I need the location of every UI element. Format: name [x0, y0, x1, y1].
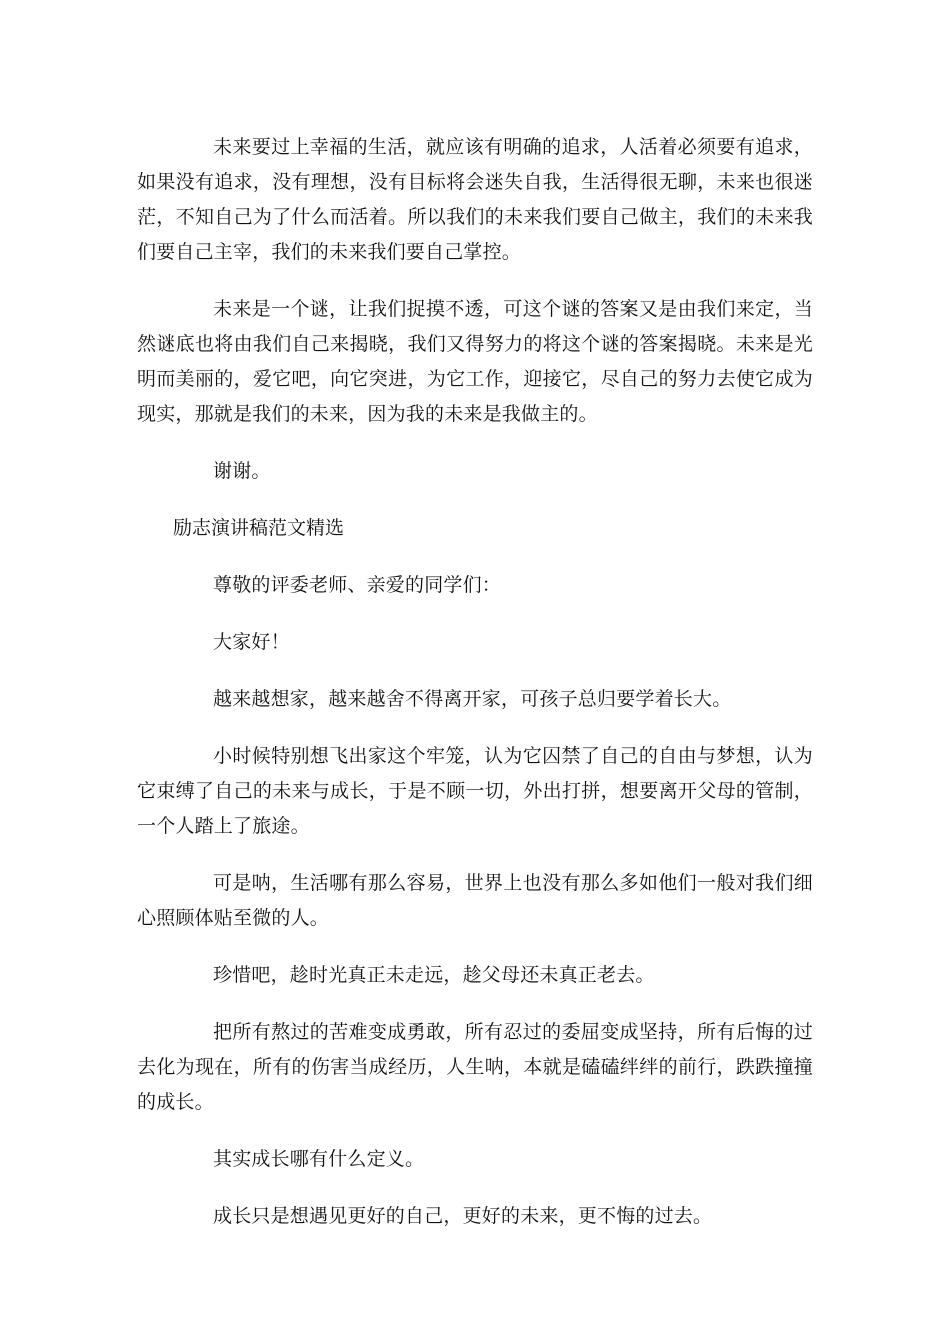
- paragraph-life-not-easy: 可是呐，生活哪有那么容易，世界上也没有那么多如他们一般对我们细心照顾体贴至微的人。: [137, 872, 813, 929]
- paragraph-salutation: 尊敬的评委老师、亲爱的同学们：: [213, 574, 502, 596]
- paragraph-growth-meaning: 成长只是想遇见更好的自己，更好的未来，更不悔的过去。: [213, 1205, 713, 1227]
- document-body: [137, 130, 813, 1256]
- paragraph-childhood: 小时候特别想飞出家这个牢笼，认为它囚禁了自己的自由与梦想，认为它束缚了自己的未来与成长，于是不顾一切，外出打拼，想要离开父母的管制，一个人踏上了旅途。: [137, 745, 813, 837]
- section-title: 励志演讲稿范文精选: [173, 517, 345, 539]
- paragraph-thanks: 谢谢。: [213, 460, 271, 482]
- paragraph-hardship: 把所有熬过的苦难变成勇敢，所有忍过的委屈变成坚持，所有后悔的过去化为现在，所有的伤害当成经历，人生呐，本就是磕磕绊绊的前行，跌跌撞撞的成长。: [137, 1021, 813, 1113]
- paragraph-cherish: 珍惜吧，趁时光真正未走远，趁父母还未真正老去。: [213, 964, 655, 986]
- paragraph-growth-definition: 其实成长哪有什么定义。: [213, 1148, 425, 1170]
- paragraph-future-mystery: 未来是一个谜，让我们捉摸不透，可这个谜的答案又是由我们来定，当然谜底也将由我们自己来揭晓，我们又得努力的将这个谜的答案揭晓。未来是光明而美丽的，爱它吧，向它突进，为它工作，迎接它，尽自己的努力去使它成为现实，那就是我们的未来，因为我的未来是我做主的。: [137, 298, 813, 425]
- paragraph-future-pursuit: 未来要过上幸福的生活，就应该有明确的追求，人活着必须要有追求，如果没有追求，没有理想，没有目标将会迷失自我，生活得很无聊，未来也很迷茫，不知自己为了什么而活着。所以我们的未来我们要自己做主，我们的未来我们要自己主宰，我们的未来我们要自己掌控。: [137, 136, 813, 263]
- paragraph-greeting: 大家好！: [213, 631, 290, 653]
- paragraph-missing-home: 越来越想家，越来越舍不得离开家，可孩子总归要学着长大。: [213, 688, 732, 710]
